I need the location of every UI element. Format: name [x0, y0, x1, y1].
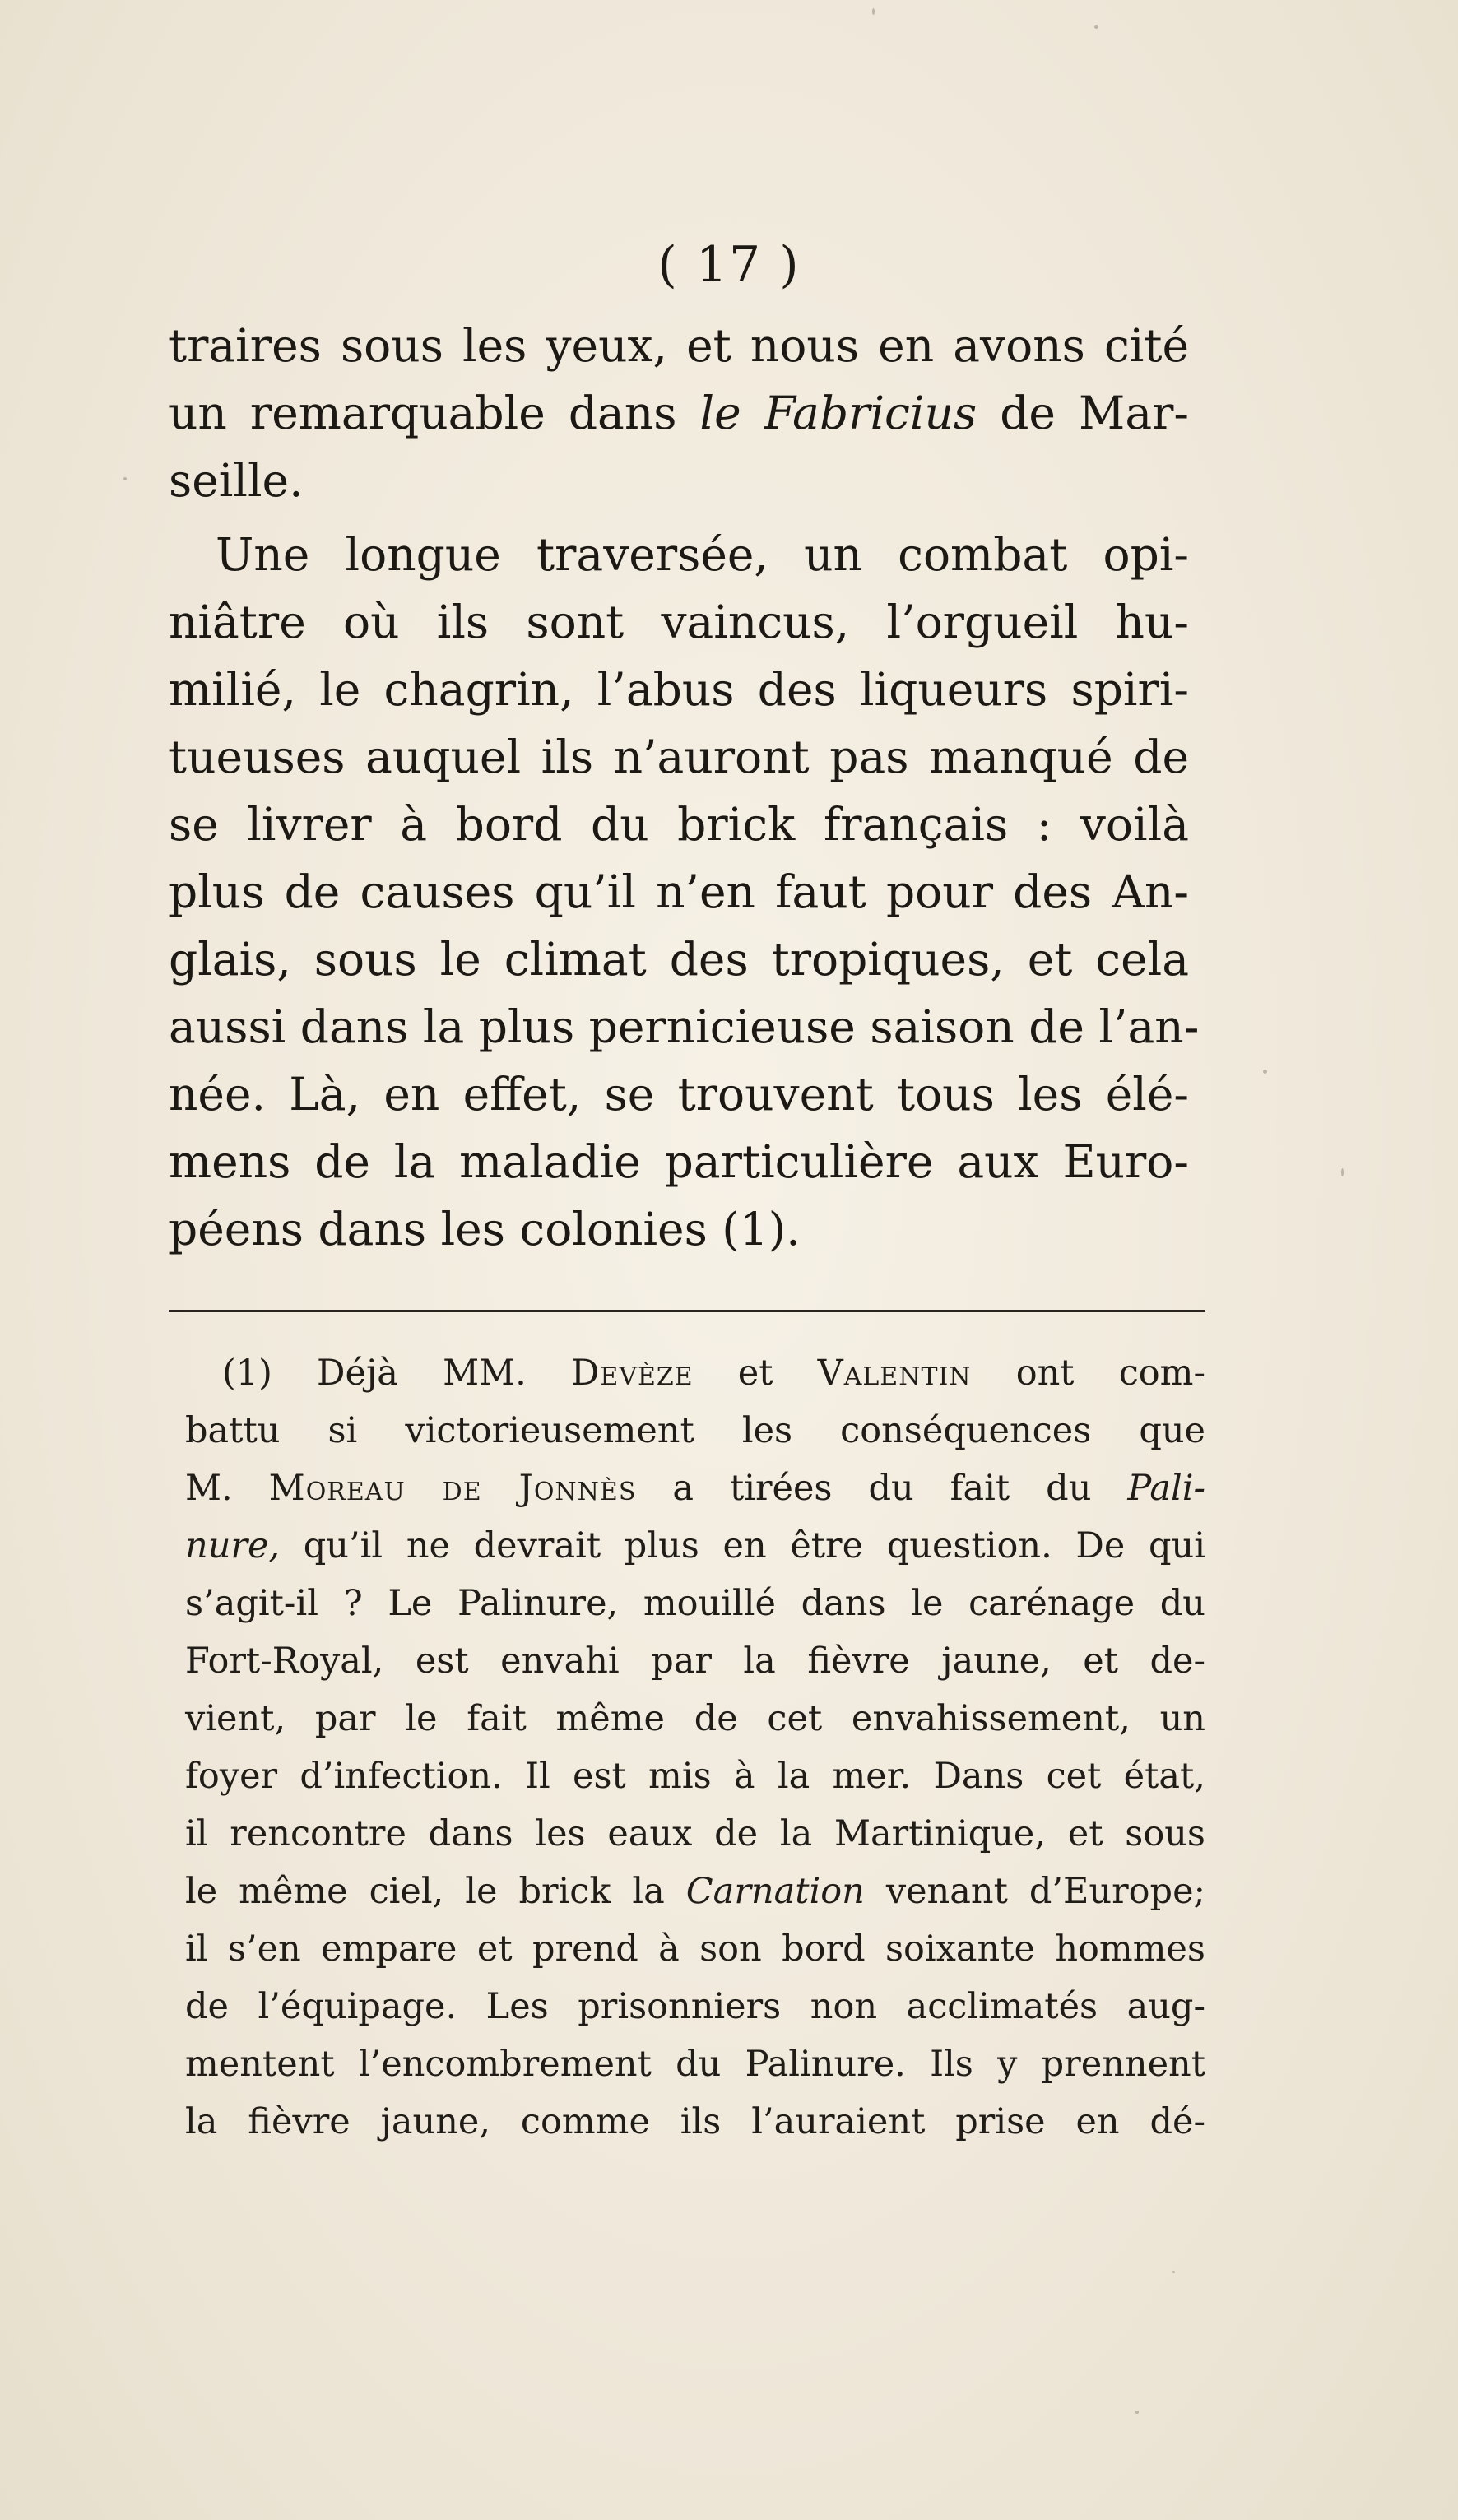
author-name: Valentin	[817, 1353, 972, 1394]
italic-title: le Fabricius	[699, 387, 977, 439]
page-number: ( 17 )	[657, 236, 801, 294]
body-line: niâtre où ils sont vaincus, l’orgueil hu-	[169, 596, 1189, 648]
italic-ship-name: Carnation	[685, 1871, 865, 1912]
body-line: née. Là, en effet, se trouvent tous les élé-	[169, 1068, 1189, 1121]
footnote-line: nure, qu’il ne devrait plus en être question. De qui	[185, 1525, 1205, 1566]
body-line: péens dans les colonies (1).	[169, 1203, 801, 1255]
footnote-line: (1) Déjà MM. Devèze et Valentin ont com-	[222, 1353, 1205, 1394]
footnote-line: le même ciel, le brick la Carnation venant d’Europe;	[185, 1871, 1206, 1912]
body-line: plus de causes qu’il n’en faut pour des An-	[169, 866, 1189, 918]
body-line: mens de la maladie particulière aux Euro-	[169, 1135, 1189, 1188]
footnote-line: foyer d’infection. Il est mis à la mer. Dans cet état,	[185, 1756, 1205, 1797]
footnote-line: mentent l’encombrement du Palinure. Ils y prennent	[185, 2044, 1205, 2085]
paragraph-first-line: Une longue traversée, un combat opi-	[216, 528, 1189, 581]
footnote-line: M. Moreau de Jonnès a tirées du fait du Pali-	[185, 1468, 1206, 1509]
author-name: Devèze	[570, 1353, 694, 1394]
footnote-divider	[169, 1310, 1205, 1312]
footnote-line: il rencontre dans les eaux de la Martinique, et sous	[185, 1813, 1205, 1854]
body-line: traires sous les yeux, et nous en avons cité	[169, 319, 1189, 372]
footnote-line: il s’en empare et prend à son bord soixante hommes	[185, 1928, 1205, 1970]
italic-ship-name: nure,	[185, 1525, 281, 1566]
body-line: tueuses auquel ils n’auront pas manqué de	[169, 731, 1189, 783]
body-line: aussi dans la plus pernicieuse saison de l’an-	[169, 1000, 1200, 1053]
footnote-line: la fièvre jaune, comme ils l’auraient prise en dé-	[185, 2101, 1205, 2142]
footnote-line: vient, par le fait même de cet envahissement, un	[185, 1698, 1205, 1739]
body-line: un remarquable dans le Fabricius de Mar-	[169, 387, 1189, 439]
footnote-line: de l’équipage. Les prisonniers non acclimatés aug-	[185, 1986, 1205, 2027]
author-name: Moreau de Jonnès	[268, 1468, 637, 1509]
body-line: se livrer à bord du brick français : voilà	[169, 798, 1189, 851]
body-line: milié, le chagrin, l’abus des liqueurs spiri-	[169, 663, 1189, 716]
footnote-line: s’agit-il ? Le Palinure, mouillé dans le carénage du	[185, 1583, 1205, 1624]
footnote-line: battu si victorieusement les conséquences que	[185, 1410, 1205, 1451]
body-line: glais, sous le climat des tropiques, et cela	[169, 933, 1189, 986]
body-line: seille.	[169, 454, 304, 507]
italic-ship-name: Pali-	[1127, 1468, 1206, 1509]
footnote-line: Fort-Royal, est envahi par la fièvre jaune, et de-	[185, 1641, 1205, 1682]
